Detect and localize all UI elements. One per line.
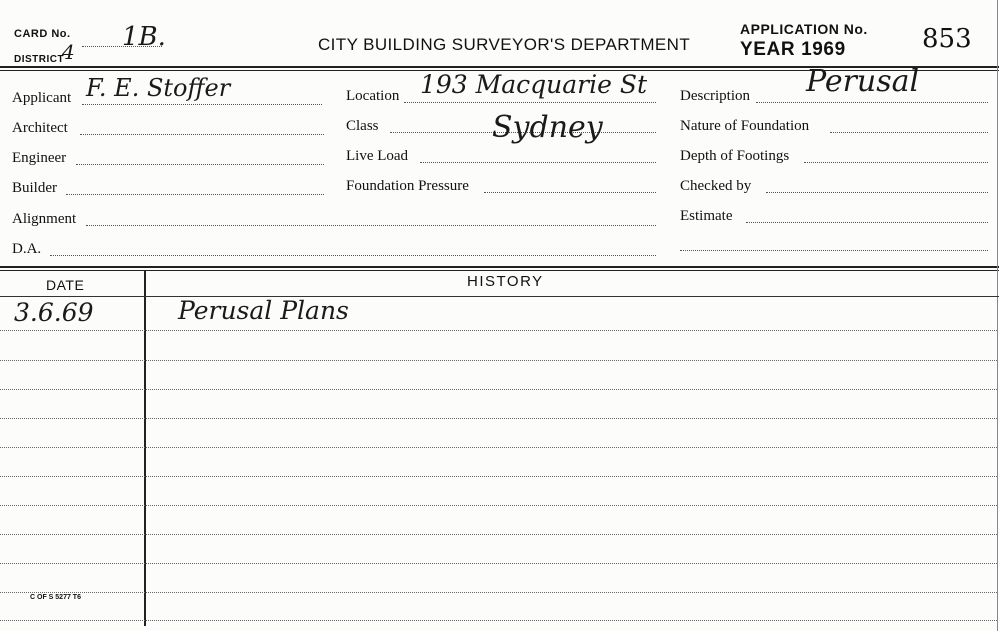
builder-label: Builder (12, 180, 57, 196)
application-number: 853 (922, 24, 972, 54)
district-value: 4 (62, 40, 75, 64)
live-load-label: Live Load (346, 148, 409, 164)
engineer-label: Engineer (12, 150, 67, 166)
depth-of-footings-label: Depth of Footings (680, 148, 790, 164)
card-no-label: CARD No. (14, 28, 71, 40)
alignment-label: Alignment (12, 211, 77, 227)
foundation-pressure-label: Foundation Pressure (346, 178, 469, 194)
location-label: Location (346, 88, 400, 104)
application-no-label: APPLICATION No. (740, 21, 868, 37)
history-header: HISTORY (467, 273, 544, 290)
history-entry-date: 3.6.69 (14, 298, 94, 327)
card-no-value: 1B. (122, 22, 166, 52)
architect-label: Architect (12, 120, 68, 136)
description-value: Perusal (806, 64, 920, 99)
department-title: CITY BUILDING SURVEYOR'S DEPARTMENT (318, 35, 691, 54)
class-label: Class (346, 118, 379, 134)
history-entry-text: Perusal Plans (178, 296, 349, 325)
date-header: DATE (46, 277, 85, 293)
district-label: DISTRICT (14, 54, 65, 65)
year-label: YEAR 1969 (740, 39, 846, 60)
checked-by-label: Checked by (680, 178, 752, 194)
nature-of-foundation-label: Nature of Foundation (680, 118, 810, 134)
location-value: 193 Macquarie St (420, 70, 648, 99)
form-code: C OF S 5277 T6 (30, 594, 81, 601)
applicant-label: Applicant (12, 90, 72, 106)
class-value: Sydney (492, 110, 603, 145)
applicant-value: F. E. Stoffer (86, 74, 231, 102)
da-label: D.A. (12, 241, 42, 257)
description-label: Description (680, 88, 750, 104)
estimate-label: Estimate (680, 208, 733, 224)
